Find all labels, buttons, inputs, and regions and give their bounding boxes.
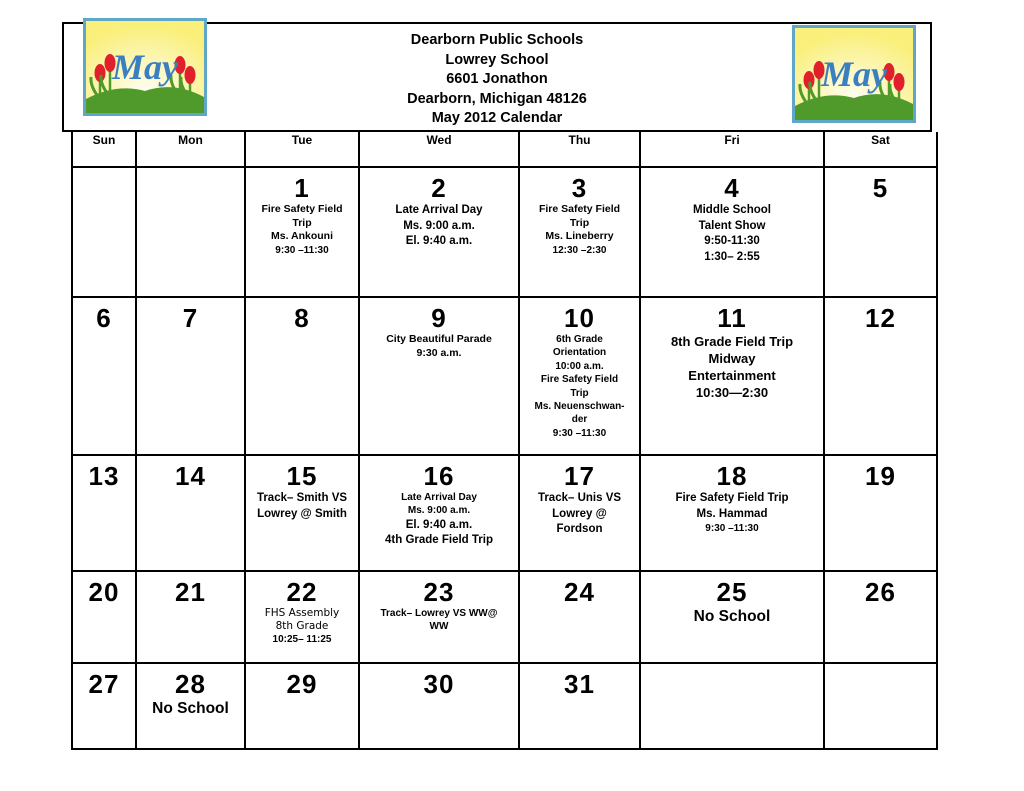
weekday-wed: Wed [359, 132, 519, 167]
event-text: City Beautiful Parade 9:30 a.m. [386, 333, 492, 359]
day-cell [640, 455, 824, 571]
day-number: 3 [571, 173, 588, 203]
day-cell [136, 167, 245, 297]
day-cell [245, 455, 359, 571]
day-cell [245, 571, 359, 663]
day-cell [359, 663, 519, 749]
day-number: 2 [431, 173, 447, 203]
may-badge-left [83, 18, 207, 116]
day-cell [72, 663, 136, 749]
day-number: 28 [175, 669, 206, 699]
day-number: 29 [286, 669, 318, 699]
day-cell [72, 297, 136, 455]
day-cell [519, 663, 640, 749]
event-text: No School [152, 700, 229, 717]
day-number: 5 [872, 173, 889, 203]
week-row [72, 663, 937, 749]
day-number: 31 [564, 669, 595, 699]
day-number: 26 [865, 577, 896, 607]
event-text: Track– Lowrey VS WW@ WW [380, 608, 498, 633]
day-number: 9 [431, 303, 447, 333]
event-text: 9:30 –11:30 [705, 523, 759, 534]
event-text: Late Arrival Day Ms. 9:00 a.m. [401, 492, 477, 517]
day-number: 15 [286, 461, 318, 491]
day-number: 11 [717, 303, 747, 333]
day-cell [359, 167, 519, 297]
event-text: 9:30 –11:30 [275, 244, 329, 256]
day-cell [136, 571, 245, 663]
weekday-sat: Sat [824, 132, 937, 167]
event-text: Fire Safety Field Trip Ms. Hammad [675, 492, 789, 520]
week-row [72, 167, 937, 297]
day-number: 14 [175, 461, 206, 491]
event-text: 8th Grade Field Trip Midway Entertainment 10:30—2:30 [670, 334, 794, 400]
event-text: Fire Safety Field Trip Ms. Lineberry [538, 203, 621, 242]
day-number: 4 [724, 173, 740, 203]
week-row [72, 455, 937, 571]
day-cell [136, 663, 245, 749]
day-number: 10 [564, 303, 595, 333]
day-cell [72, 571, 136, 663]
day-number: 22 [286, 577, 318, 607]
calendar-body [72, 167, 937, 749]
day-number: 6 [96, 303, 112, 333]
day-number: 18 [716, 461, 748, 491]
day-number: 24 [564, 577, 595, 607]
day-number: 25 [716, 577, 748, 607]
weekday-thu: Thu [519, 132, 640, 167]
day-cell [72, 167, 136, 297]
day-cell [136, 297, 245, 455]
day-cell [136, 455, 245, 571]
event-text: Late Arrival Day Ms. 9:00 a.m. El. 9:40 a.m. [395, 204, 483, 247]
badge-word: May [821, 54, 887, 94]
day-cell [640, 297, 824, 455]
calendar-grid [71, 132, 938, 750]
event-text: El. 9:40 a.m. 4th Grade Field Trip [385, 518, 493, 547]
day-cell [824, 297, 937, 455]
week-row [72, 571, 937, 663]
event-text: Track– Smith VS Lowrey @ Smith [256, 492, 348, 520]
day-cell [519, 167, 640, 297]
day-number: 30 [423, 669, 455, 699]
day-cell [245, 297, 359, 455]
day-cell [519, 571, 640, 663]
day-number: 21 [175, 577, 206, 607]
event-text: FHS Assembly 8th Grade [264, 607, 340, 632]
weekday-tue: Tue [245, 132, 359, 167]
calendar-title: May 2012 Calendar [431, 110, 563, 126]
day-number: 12 [865, 303, 896, 333]
day-number: 27 [88, 669, 120, 699]
weekday-fri: Fri [640, 132, 824, 167]
city-state-zip: Dearborn, Michigan 48126 [407, 90, 587, 107]
weekday-sun: Sun [72, 132, 136, 167]
day-number: 8 [294, 303, 310, 333]
day-number: 7 [182, 303, 199, 333]
week-row [72, 297, 937, 455]
event-text: Track– Unis VS Lowrey @ Fordson [537, 492, 622, 535]
day-cell [245, 663, 359, 749]
event-text: 12:30 –2:30 [552, 244, 607, 256]
day-cell [640, 571, 824, 663]
day-cell [72, 455, 136, 571]
event-text: Fire Safety Field Trip Ms. Ankouni [261, 203, 343, 242]
weekday-mon: Mon [136, 132, 245, 167]
day-cell [824, 663, 937, 749]
event-text: 6th Grade Orientation 10:00 a.m. Fire Safety Field Trip Ms. Neuenschwan- der 9:30 –11:30 [534, 334, 625, 439]
day-cell [359, 571, 519, 663]
day-number: 16 [423, 461, 455, 491]
badge-word: May [112, 47, 178, 87]
event-text: Middle School Talent Show 9:50-11:30 1:30– 2:55 [693, 204, 771, 263]
day-cell [245, 167, 359, 297]
day-cell [824, 167, 937, 297]
weekday-header-row [72, 132, 937, 167]
day-cell [824, 455, 937, 571]
day-cell [640, 167, 824, 297]
day-cell [519, 455, 640, 571]
day-cell [359, 455, 519, 571]
day-cell [359, 297, 519, 455]
event-text: 10:25– 11:25 [272, 634, 332, 645]
day-number: 1 [294, 173, 310, 203]
day-cell [519, 297, 640, 455]
day-number: 20 [88, 577, 120, 607]
day-cell [824, 571, 937, 663]
day-cell [640, 663, 824, 749]
street-address: 6601 Jonathon [446, 71, 548, 87]
school-name: Lowrey School [445, 51, 549, 68]
day-number: 19 [865, 461, 896, 491]
district-name: Dearborn Public Schools [410, 32, 584, 48]
day-number: 17 [564, 461, 595, 491]
day-number: 23 [423, 577, 455, 607]
event-text: No School [693, 608, 771, 625]
day-number: 13 [88, 461, 120, 491]
may-badge-right [792, 25, 916, 123]
